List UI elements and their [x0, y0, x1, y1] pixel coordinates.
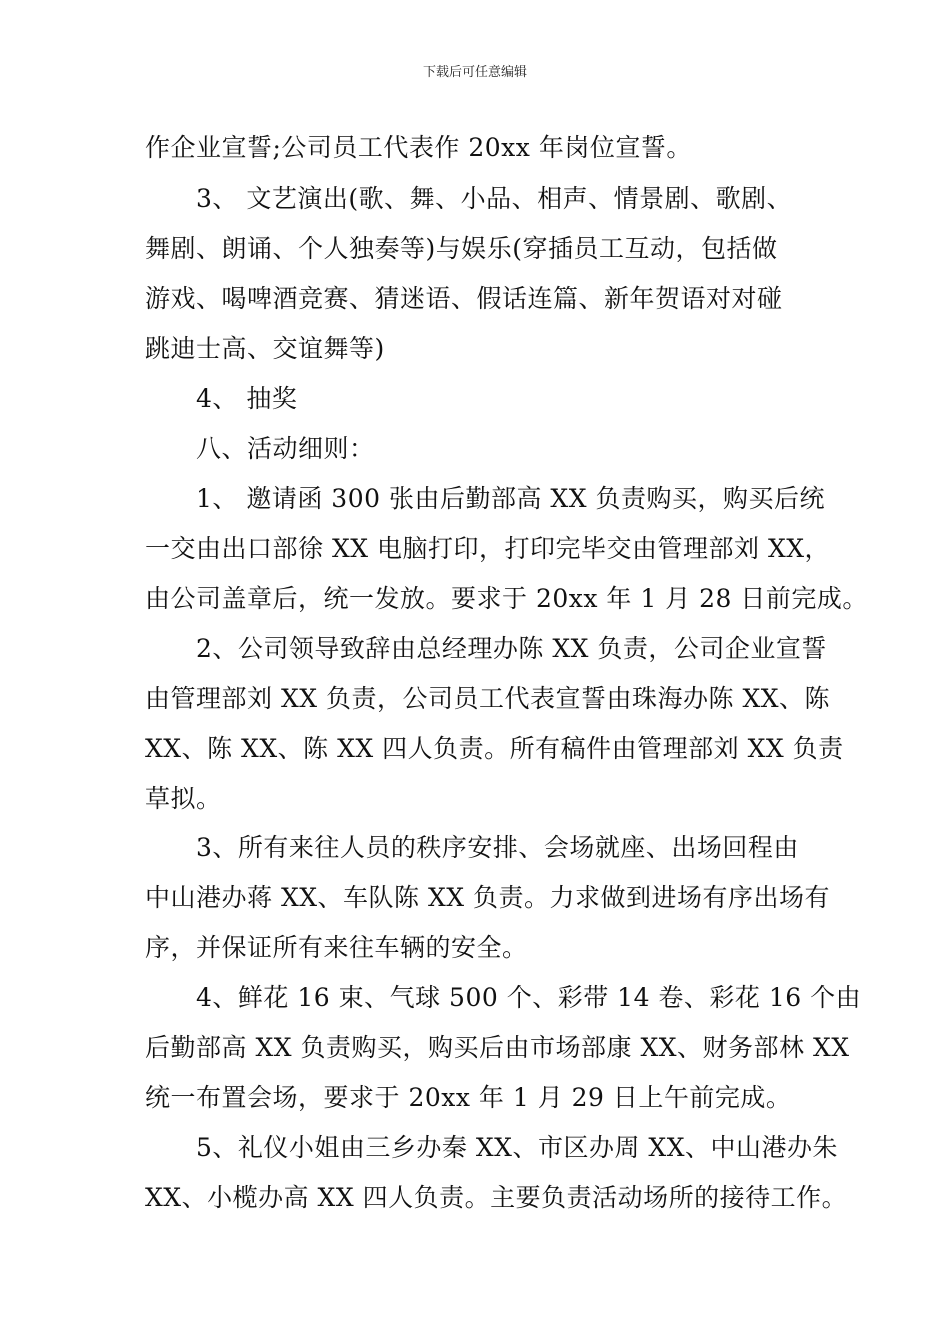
page-header: 下载后可任意编辑 [422, 65, 527, 80]
text-line: 2、公司领导致辞由总经理办陈 XX 负责，公司企业宣誓 [196, 634, 827, 663]
text-line: 作企业宣誓;公司员工代表作 20xx 年岗位宣誓。 [145, 133, 692, 162]
text-line: 舞剧、朗诵、个人独奏等)与娱乐(穿插员工互动，包括做 [145, 234, 778, 263]
text-line: 八、活动细则： [196, 434, 375, 463]
text-line: 后勤部高 XX 负责购买，购买后由市场部康 XX、财务部林 XX [145, 1033, 850, 1062]
text-line: 由管理部刘 XX 负责，公司员工代表宣誓由珠海办陈 XX、陈 [145, 684, 831, 713]
text-line: 4、 抽奖 [196, 384, 298, 413]
text-line: 中山港办蒋 XX、车队陈 XX 负责。力求做到进场有序出场有 [145, 883, 831, 912]
text-line: 序，并保证所有来往车辆的安全。 [145, 933, 528, 962]
text-line: 游戏、喝啤酒竞赛、猜迷语、假话连篇、新年贺语对对碰 [145, 284, 783, 313]
text-line: 草拟。 [145, 784, 222, 813]
text-line: XX、小榄办高 XX 四人负责。主要负责活动场所的接待工作。 [145, 1183, 848, 1212]
text-line: 跳迪士高、交谊舞等) [145, 334, 385, 363]
text-line: 4、鲜花 16 束、气球 500 个、彩带 14 卷、彩花 16 个由 [196, 983, 862, 1012]
text-line: 5、礼仪小姐由三乡办秦 XX、市区办周 XX、中山港办朱 [196, 1133, 838, 1162]
text-line: 3、 文艺演出(歌、舞、小品、相声、情景剧、歌剧、 [196, 184, 793, 213]
text-line: XX、陈 XX、陈 XX 四人负责。所有稿件由管理部刘 XX 负责 [145, 734, 844, 763]
text-line: 1、 邀请函 300 张由后勤部高 XX 负责购买，购买后统 [196, 484, 825, 513]
text-line: 一交由出口部徐 XX 电脑打印，打印完毕交由管理部刘 XX， [145, 534, 831, 563]
text-line: 由公司盖章后，统一发放。要求于 20xx 年 1 月 28 日前完成。 [145, 584, 868, 613]
text-line: 3、所有来往人员的秩序安排、会场就座、出场回程由 [196, 833, 799, 862]
text-line: 统一布置会场，要求于 20xx 年 1 月 29 日上午前完成。 [145, 1083, 792, 1112]
